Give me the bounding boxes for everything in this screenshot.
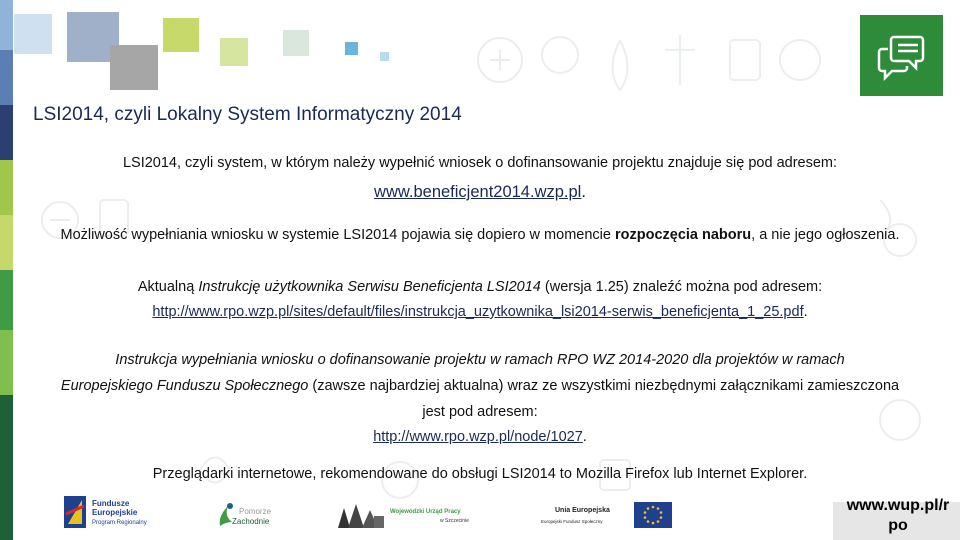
manual-text-a: Aktualną: [137, 279, 199, 295]
manual-link-line: [0, 303, 960, 321]
period: .: [582, 429, 587, 445]
eu-flag-icon: [634, 502, 672, 528]
website-link[interactable]: [836, 496, 960, 536]
wup-label-1: Wojewódzki Urząd Pracy: [390, 509, 461, 515]
application-instruction-line1: Instrukcja wypełniania wniosku o dofinansowanie projektu w ramach RPO WZ 2014-2020 dla projektów w ramach: [115, 352, 845, 368]
website-line-2: po: [888, 517, 908, 534]
fundusze-label-1: Fundusze: [92, 499, 130, 508]
pomorze-label-2: Zachodnie: [232, 517, 270, 526]
manual-text-italic: Instrukcję użytkownika Serwisu Beneficjenta LSI2014: [198, 279, 541, 295]
beneficjent-link[interactable]: www.beneficjent2014.wzp.pl: [374, 183, 582, 201]
node-link[interactable]: http://www.rpo.wzp.pl/node/1027: [373, 429, 583, 445]
application-instruction-line3: jest pod adresem:: [422, 404, 538, 420]
manual-text-c: (wersja 1.25) znaleźć można pod adresem:: [540, 279, 823, 295]
manual-link[interactable]: http://www.rpo.wzp.pl/sites/default/files/instrukcja_uzytkownika_lsi2014-serwis_beneficjenta_1_25.pdf: [152, 304, 804, 320]
browsers-text: Przeglądarki internetowe, rekomendowane do obsługi LSI2014 to Mozilla Firefox lub Internet Explorer.: [152, 466, 808, 482]
availability-text-bold: rozpoczęcia naboru: [614, 227, 752, 243]
fundusze-label-2: Europejskie: [92, 508, 138, 517]
pomorze-label-1: Pomorze: [239, 507, 272, 516]
availability-text-a: Możliwość wypełniania wniosku w systemie LSI2014 pojawia się dopiero w momencie: [60, 227, 615, 243]
instruction-line2-rest: (zawsze najbardziej aktualna) wraz ze wszystkimi niezbędnymi załącznikami zamieszczona: [308, 378, 900, 394]
node-link-line: [0, 428, 960, 446]
fundusze-europejskie-icon: [64, 494, 88, 530]
fundusze-label-3: Program Regionalny: [92, 520, 147, 526]
speech-bubbles-icon: [860, 15, 943, 96]
eu-label-1: Unia Europejska: [555, 507, 610, 514]
beneficjent-link-line: [0, 182, 960, 202]
eu-label-2: Europejski Fundusz Społeczny: [541, 519, 603, 524]
period: .: [803, 304, 808, 320]
availability-text: [0, 226, 960, 244]
availability-text-c: , a nie jego ogłoszenia.: [751, 227, 900, 243]
efs-italic: Europejskiego Funduszu Społecznego: [60, 378, 309, 394]
page-title: LSI2014, czyli Lokalny System Informatyczny 2014: [33, 104, 462, 125]
wup-label-2: w Szczecinie: [440, 518, 469, 524]
intro-text: LSI2014, czyli system, w którym należy wypełnić wniosek o dofinansowanie projektu znajduje się pod adresem:: [122, 155, 838, 171]
application-instruction-line2: [0, 377, 960, 395]
website-line-1: www.wup.pl/r: [846, 497, 950, 514]
manual-text: [0, 278, 960, 296]
period: .: [581, 183, 586, 201]
wup-factory-icon: [336, 498, 386, 530]
